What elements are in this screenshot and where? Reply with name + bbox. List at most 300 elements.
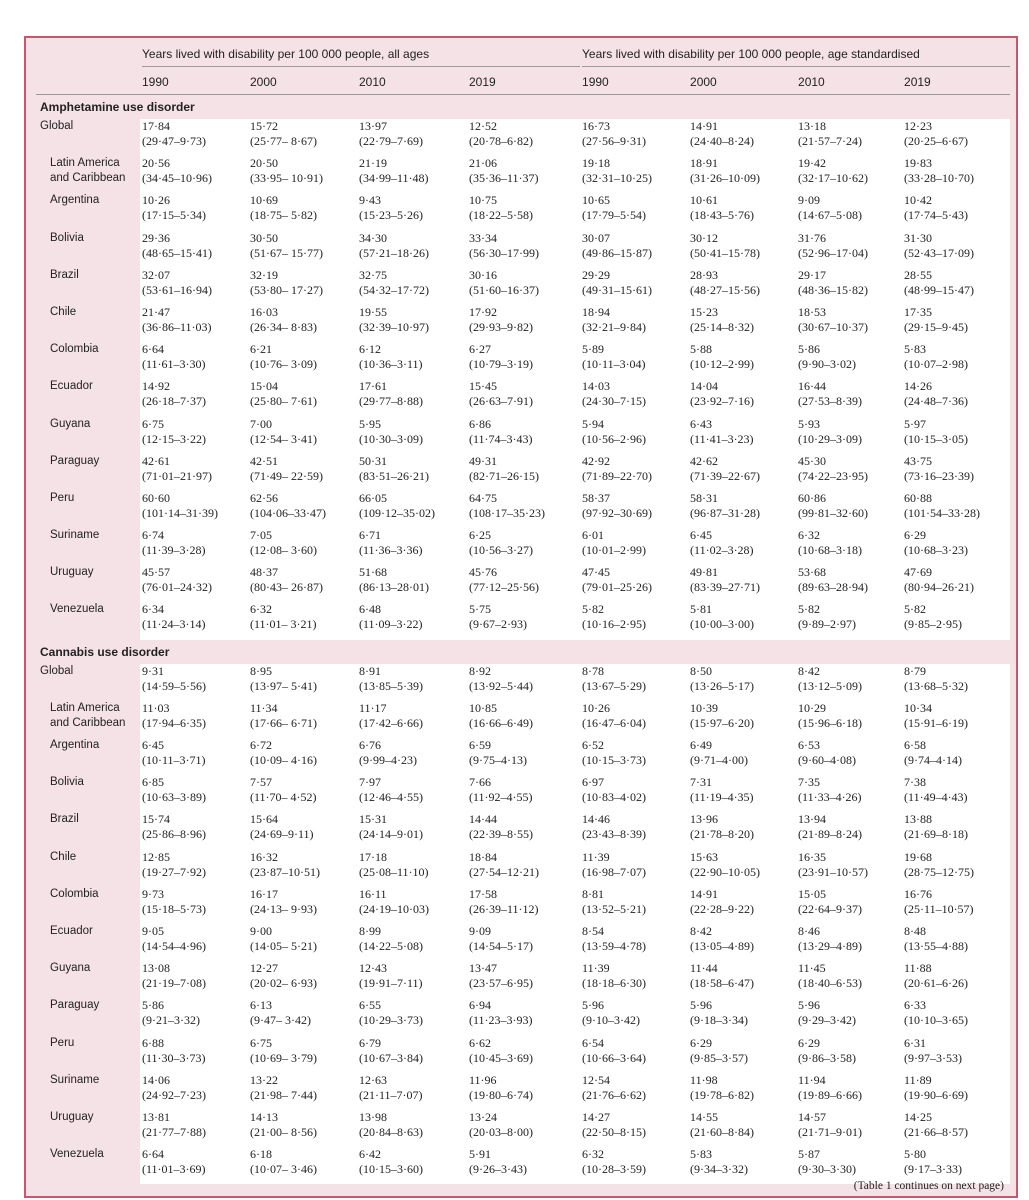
uncertainty-interval: (31·26–10·09) bbox=[690, 171, 760, 186]
location-name: Global bbox=[36, 664, 140, 701]
estimate-value: 6·75 bbox=[250, 1035, 272, 1050]
table-row bbox=[36, 664, 1010, 701]
estimate-value: 10·39 bbox=[690, 700, 719, 715]
table-row bbox=[36, 454, 1010, 491]
estimate-value: 16·11 bbox=[359, 886, 387, 901]
estimate-value: 10·85 bbox=[469, 700, 497, 715]
value-cell bbox=[796, 268, 902, 305]
value-cell bbox=[688, 961, 796, 998]
value-cell bbox=[467, 1110, 580, 1147]
estimate-value: 13·98 bbox=[359, 1109, 387, 1124]
uncertainty-interval: (18·58–6·47) bbox=[690, 976, 754, 991]
value-cell bbox=[140, 305, 248, 342]
table-row bbox=[36, 738, 1010, 775]
uncertainty-interval: (18·75– 5·82) bbox=[250, 208, 317, 223]
header-corner-years bbox=[36, 70, 140, 95]
uncertainty-interval: (10·29–3·73) bbox=[359, 1013, 423, 1028]
estimate-value: 10·69 bbox=[250, 193, 278, 208]
estimate-value: 30·16 bbox=[469, 267, 497, 282]
uncertainty-interval: (80·94–26·21) bbox=[904, 580, 974, 595]
estimate-value: 14·25 bbox=[904, 1109, 933, 1124]
uncertainty-interval: (13·12–5·09) bbox=[798, 678, 862, 693]
estimate-value: 6·49 bbox=[690, 738, 713, 752]
estimate-value: 17·35 bbox=[904, 304, 933, 319]
value-cell bbox=[357, 528, 467, 565]
value-cell bbox=[796, 565, 902, 602]
value-cell bbox=[467, 1036, 580, 1073]
value-cell bbox=[248, 602, 357, 639]
estimate-value: 6·76 bbox=[359, 738, 381, 752]
uncertainty-interval: (24·30–7·15) bbox=[582, 394, 646, 409]
uncertainty-interval: (11·70– 4·52) bbox=[250, 790, 317, 805]
estimate-value: 15·04 bbox=[250, 379, 278, 394]
uncertainty-interval: (10·07–2·98) bbox=[904, 357, 968, 372]
uncertainty-interval: (10·45–3·69) bbox=[469, 1050, 533, 1065]
value-cell bbox=[357, 602, 467, 639]
estimate-value: 11·34 bbox=[250, 700, 278, 715]
year-header: 2010 bbox=[357, 70, 467, 95]
uncertainty-interval: (9·67–2·93) bbox=[469, 617, 527, 632]
value-cell bbox=[140, 491, 248, 528]
header-group-age-standardised: Years lived with disability per 100 000 people, age standardised bbox=[580, 44, 1010, 70]
uncertainty-interval: (23·87–10·51) bbox=[250, 864, 320, 879]
estimate-value: 21·19 bbox=[359, 156, 387, 171]
uncertainty-interval: (24·13– 9·93) bbox=[250, 901, 317, 916]
uncertainty-interval: (17·94–6·35) bbox=[142, 715, 206, 730]
uncertainty-interval: (23·92–7·16) bbox=[690, 394, 754, 409]
uncertainty-interval: (10·10–3·65) bbox=[904, 1013, 968, 1028]
table-row bbox=[36, 961, 1010, 998]
estimate-value: 6·58 bbox=[904, 738, 927, 752]
estimate-value: 6·52 bbox=[582, 738, 605, 752]
uncertainty-interval: (10·11–3·71) bbox=[142, 753, 206, 767]
estimate-value: 6·29 bbox=[798, 1035, 821, 1050]
uncertainty-interval: (86·13–28·01) bbox=[359, 580, 429, 595]
value-cell bbox=[140, 924, 248, 961]
uncertainty-interval: (10·83–4·02) bbox=[582, 790, 646, 805]
value-cell bbox=[140, 342, 248, 379]
uncertainty-interval: (20·61–6·26) bbox=[904, 976, 968, 991]
estimate-value: 7·31 bbox=[690, 775, 713, 790]
location-name: Brazil bbox=[36, 268, 140, 305]
estimate-value: 6·86 bbox=[469, 416, 491, 431]
uncertainty-interval: (56·30–17·99) bbox=[469, 245, 539, 260]
value-cell bbox=[688, 1036, 796, 1073]
value-cell bbox=[902, 379, 1010, 416]
estimate-value: 28·55 bbox=[904, 267, 933, 282]
value-cell bbox=[140, 664, 248, 701]
estimate-value: 19·55 bbox=[359, 304, 387, 319]
uncertainty-interval: (89·63–28·94) bbox=[798, 580, 868, 595]
value-cell bbox=[796, 417, 902, 454]
uncertainty-interval: (13·92–5·44) bbox=[469, 678, 533, 693]
estimate-value: 14·03 bbox=[582, 379, 611, 394]
estimate-value: 12·63 bbox=[359, 1072, 387, 1087]
uncertainty-interval: (23·57–6·95) bbox=[469, 976, 533, 991]
estimate-value: 6·32 bbox=[798, 528, 821, 543]
table-row bbox=[36, 119, 1010, 156]
value-cell bbox=[357, 775, 467, 812]
uncertainty-interval: (24·19–10·03) bbox=[359, 901, 429, 916]
uncertainty-interval: (17·15–5·34) bbox=[142, 208, 206, 223]
value-cell bbox=[796, 664, 902, 701]
table-row bbox=[36, 701, 1010, 738]
uncertainty-interval: (10·79–3·19) bbox=[469, 357, 533, 372]
value-cell bbox=[357, 961, 467, 998]
value-cell bbox=[467, 850, 580, 887]
table-row bbox=[36, 565, 1010, 602]
estimate-value: 13·22 bbox=[250, 1072, 278, 1087]
value-cell bbox=[902, 1110, 1010, 1147]
uncertainty-interval: (108·17–35·23) bbox=[469, 505, 545, 520]
value-cell bbox=[357, 268, 467, 305]
value-cell bbox=[688, 305, 796, 342]
value-cell bbox=[357, 1073, 467, 1110]
estimate-value: 16·32 bbox=[250, 849, 278, 864]
value-cell bbox=[580, 738, 688, 775]
estimate-value: 7·38 bbox=[904, 775, 927, 790]
estimate-value: 18·94 bbox=[582, 304, 611, 319]
estimate-value: 7·57 bbox=[250, 775, 272, 790]
uncertainty-interval: (17·66– 6·71) bbox=[250, 715, 317, 730]
value-cell bbox=[357, 664, 467, 701]
location-name: Peru bbox=[36, 1036, 140, 1073]
value-cell bbox=[580, 701, 688, 738]
uncertainty-interval: (10·12–2·99) bbox=[690, 357, 754, 372]
estimate-value: 5·89 bbox=[582, 342, 605, 357]
value-cell bbox=[796, 454, 902, 491]
uncertainty-interval: (17·74–5·43) bbox=[904, 208, 968, 223]
uncertainty-interval: (96·87–31·28) bbox=[690, 505, 760, 520]
table-row bbox=[36, 491, 1010, 528]
estimate-value: 48·37 bbox=[250, 565, 278, 580]
value-cell bbox=[357, 454, 467, 491]
value-cell bbox=[902, 924, 1010, 961]
estimate-value: 5·81 bbox=[690, 602, 713, 617]
value-cell bbox=[796, 1110, 902, 1147]
uncertainty-interval: (52·43–17·09) bbox=[904, 245, 974, 260]
estimate-value: 30·07 bbox=[582, 230, 611, 245]
table-row bbox=[36, 1110, 1010, 1147]
value-cell bbox=[140, 1147, 248, 1184]
value-cell bbox=[140, 119, 248, 156]
estimate-value: 18·84 bbox=[469, 849, 497, 864]
uncertainty-interval: (10·16–2·95) bbox=[582, 617, 646, 632]
uncertainty-interval: (19·80–6·74) bbox=[469, 1087, 533, 1102]
value-cell bbox=[688, 664, 796, 701]
uncertainty-interval: (10·66–3·64) bbox=[582, 1050, 646, 1065]
value-cell bbox=[902, 417, 1010, 454]
value-cell bbox=[248, 1036, 357, 1073]
estimate-value: 6·12 bbox=[359, 342, 381, 357]
uncertainty-interval: (99·81–32·60) bbox=[798, 505, 868, 520]
uncertainty-interval: (30·67–10·37) bbox=[798, 319, 868, 334]
value-cell bbox=[248, 528, 357, 565]
estimate-value: 16·17 bbox=[250, 886, 278, 901]
uncertainty-interval: (14·67–5·08) bbox=[798, 208, 862, 223]
estimate-value: 60·88 bbox=[904, 490, 933, 505]
value-cell bbox=[902, 961, 1010, 998]
location-name: Colombia bbox=[36, 342, 140, 379]
value-cell bbox=[902, 850, 1010, 887]
value-cell bbox=[580, 812, 688, 849]
uncertainty-interval: (19·89–6·66) bbox=[798, 1087, 862, 1102]
estimate-value: 31·30 bbox=[904, 230, 933, 245]
location-name: Suriname bbox=[36, 528, 140, 565]
location-name: Guyana bbox=[36, 961, 140, 998]
value-cell bbox=[357, 1147, 467, 1184]
uncertainty-interval: (28·75–12·75) bbox=[904, 864, 974, 879]
uncertainty-interval: (27·56–9·31) bbox=[582, 134, 646, 148]
estimate-value: 15·72 bbox=[250, 119, 278, 133]
estimate-value: 14·46 bbox=[582, 812, 611, 827]
uncertainty-interval: (11·19–4·35) bbox=[690, 790, 754, 805]
estimate-value: 7·05 bbox=[250, 528, 272, 543]
value-cell bbox=[248, 998, 357, 1035]
value-cell bbox=[467, 305, 580, 342]
estimate-value: 8·54 bbox=[582, 923, 605, 938]
value-cell bbox=[902, 156, 1010, 193]
uncertainty-interval: (19·27–7·92) bbox=[142, 864, 206, 879]
uncertainty-interval: (10·09– 4·16) bbox=[250, 753, 317, 767]
table-row bbox=[36, 417, 1010, 454]
table-row bbox=[36, 998, 1010, 1035]
value-cell bbox=[467, 664, 580, 701]
uncertainty-interval: (32·31–10·25) bbox=[582, 171, 652, 186]
estimate-value: 19·68 bbox=[904, 849, 933, 864]
estimate-value: 6·54 bbox=[582, 1035, 605, 1050]
estimate-value: 13·47 bbox=[469, 961, 497, 976]
uncertainty-interval: (10·56–2·96) bbox=[582, 431, 646, 446]
value-cell bbox=[248, 565, 357, 602]
estimate-value: 11·94 bbox=[798, 1072, 826, 1087]
value-cell bbox=[688, 738, 796, 775]
uncertainty-interval: (12·08– 3·60) bbox=[250, 543, 317, 558]
value-cell bbox=[796, 998, 902, 1035]
value-cell bbox=[902, 528, 1010, 565]
section-title: Cannabis use disorder bbox=[40, 644, 170, 659]
estimate-value: 15·31 bbox=[359, 812, 387, 827]
uncertainty-interval: (13·67–5·29) bbox=[582, 678, 646, 693]
estimate-value: 8·50 bbox=[690, 663, 713, 678]
uncertainty-interval: (14·54–5·17) bbox=[469, 938, 533, 953]
table-row bbox=[36, 193, 1010, 230]
estimate-value: 32·19 bbox=[250, 267, 278, 282]
uncertainty-interval: (9·26–3·43) bbox=[469, 1162, 527, 1177]
value-cell bbox=[248, 417, 357, 454]
value-cell bbox=[796, 738, 902, 775]
value-cell bbox=[902, 454, 1010, 491]
estimate-value: 14·55 bbox=[690, 1109, 719, 1124]
uncertainty-interval: (11·09–3·22) bbox=[359, 617, 423, 632]
value-cell bbox=[902, 701, 1010, 738]
estimate-value: 11·88 bbox=[904, 961, 932, 976]
value-cell bbox=[248, 231, 357, 268]
uncertainty-interval: (11·41–3·23) bbox=[690, 431, 754, 446]
uncertainty-interval: (22·39–8·55) bbox=[469, 827, 533, 842]
value-cell bbox=[248, 156, 357, 193]
estimate-value: 6·79 bbox=[359, 1035, 381, 1050]
estimate-value: 6·18 bbox=[250, 1147, 272, 1162]
value-cell bbox=[688, 1147, 796, 1184]
estimate-value: 6·27 bbox=[469, 342, 491, 357]
year-header: 1990 bbox=[140, 70, 248, 95]
value-cell bbox=[467, 528, 580, 565]
uncertainty-interval: (83·51–26·21) bbox=[359, 468, 429, 483]
uncertainty-interval: (9·60–4·08) bbox=[798, 753, 856, 767]
estimate-value: 19·18 bbox=[582, 156, 611, 171]
location-name: Bolivia bbox=[36, 231, 140, 268]
estimate-value: 5·94 bbox=[582, 416, 605, 431]
uncertainty-interval: (20·03–8·00) bbox=[469, 1124, 533, 1139]
table-row bbox=[36, 156, 1010, 193]
table-row bbox=[36, 1073, 1010, 1110]
value-cell bbox=[902, 305, 1010, 342]
uncertainty-interval: (18·40–6·53) bbox=[798, 976, 862, 991]
estimate-value: 13·81 bbox=[142, 1109, 170, 1124]
value-cell bbox=[467, 961, 580, 998]
value-cell bbox=[467, 565, 580, 602]
value-cell bbox=[467, 812, 580, 849]
uncertainty-interval: (9·75–4·13) bbox=[469, 753, 527, 767]
value-cell bbox=[796, 701, 902, 738]
estimate-value: 6·33 bbox=[904, 998, 927, 1013]
uncertainty-interval: (13·55–4·88) bbox=[904, 938, 968, 953]
value-cell bbox=[902, 119, 1010, 156]
value-cell bbox=[248, 850, 357, 887]
uncertainty-interval: (12·15–3·22) bbox=[142, 431, 206, 446]
value-cell bbox=[580, 1110, 688, 1147]
uncertainty-interval: (10·15–3·60) bbox=[359, 1162, 423, 1177]
value-cell bbox=[688, 812, 796, 849]
uncertainty-interval: (11·24–3·14) bbox=[142, 617, 206, 632]
uncertainty-interval: (24·92–7·23) bbox=[142, 1087, 206, 1102]
estimate-value: 10·61 bbox=[690, 193, 719, 208]
uncertainty-interval: (20·78–6·82) bbox=[469, 134, 533, 148]
location-name: Latin America and Caribbean bbox=[36, 156, 140, 193]
value-cell bbox=[140, 961, 248, 998]
uncertainty-interval: (15·97–6·20) bbox=[690, 715, 754, 730]
value-cell bbox=[902, 1073, 1010, 1110]
uncertainty-interval: (101·54–33·28) bbox=[904, 505, 980, 520]
estimate-value: 16·35 bbox=[798, 849, 827, 864]
estimate-value: 11·96 bbox=[469, 1072, 497, 1087]
uncertainty-interval: (48·27–15·56) bbox=[690, 282, 760, 297]
uncertainty-interval: (29·93–9·82) bbox=[469, 319, 533, 334]
value-cell bbox=[796, 1147, 902, 1184]
estimate-value: 17·58 bbox=[469, 886, 497, 901]
uncertainty-interval: (20·02– 6·93) bbox=[250, 976, 317, 991]
estimate-value: 11·44 bbox=[690, 961, 718, 976]
uncertainty-interval: (13·85–5·39) bbox=[359, 678, 423, 693]
uncertainty-interval: (22·90–10·05) bbox=[690, 864, 760, 879]
uncertainty-interval: (29·47–9·73) bbox=[142, 134, 206, 148]
uncertainty-interval: (25·08–11·10) bbox=[359, 864, 429, 879]
value-cell bbox=[140, 738, 248, 775]
value-cell bbox=[248, 1147, 357, 1184]
value-cell bbox=[357, 1110, 467, 1147]
estimate-value: 8·42 bbox=[690, 923, 713, 938]
value-cell bbox=[248, 379, 357, 416]
estimate-value: 62·56 bbox=[250, 490, 278, 505]
estimate-value: 12·23 bbox=[904, 119, 933, 133]
value-cell bbox=[248, 193, 357, 230]
estimate-value: 58·37 bbox=[582, 490, 611, 505]
uncertainty-interval: (13·52–5·21) bbox=[582, 901, 646, 916]
uncertainty-interval: (9·97–3·53) bbox=[904, 1050, 962, 1065]
uncertainty-interval: (101·14–31·39) bbox=[142, 505, 218, 520]
uncertainty-interval: (25·86–8·96) bbox=[142, 827, 206, 842]
value-cell bbox=[357, 379, 467, 416]
uncertainty-interval: (23·43–8·39) bbox=[582, 827, 646, 842]
value-cell bbox=[140, 268, 248, 305]
value-cell bbox=[902, 268, 1010, 305]
estimate-value: 8·92 bbox=[469, 663, 491, 678]
section-cannabis bbox=[36, 640, 1010, 1185]
value-cell bbox=[688, 231, 796, 268]
uncertainty-interval: (11·30–3·73) bbox=[142, 1050, 206, 1065]
value-cell bbox=[580, 1073, 688, 1110]
value-cell bbox=[688, 119, 796, 156]
uncertainty-interval: (12·46–4·55) bbox=[359, 790, 423, 805]
estimate-value: 5·97 bbox=[904, 416, 927, 431]
estimate-value: 47·45 bbox=[582, 565, 611, 580]
value-cell bbox=[140, 156, 248, 193]
estimate-value: 14·26 bbox=[904, 379, 933, 394]
estimate-value: 5·87 bbox=[798, 1147, 821, 1162]
uncertainty-interval: (24·69–9·11) bbox=[250, 827, 314, 842]
table-row bbox=[36, 342, 1010, 379]
value-cell bbox=[796, 850, 902, 887]
location-name: Ecuador bbox=[36, 379, 140, 416]
estimate-value: 10·42 bbox=[904, 193, 933, 208]
year-header: 2000 bbox=[688, 70, 796, 95]
value-cell bbox=[467, 156, 580, 193]
table-row bbox=[36, 305, 1010, 342]
table-row bbox=[36, 887, 1010, 924]
value-cell bbox=[467, 998, 580, 1035]
estimate-value: 11·45 bbox=[798, 961, 826, 976]
uncertainty-interval: (48·36–15·82) bbox=[798, 282, 868, 297]
estimate-value: 8·46 bbox=[798, 923, 821, 938]
uncertainty-interval: (57·21–18·26) bbox=[359, 245, 429, 260]
uncertainty-interval: (13·59–4·78) bbox=[582, 938, 646, 953]
value-cell bbox=[580, 119, 688, 156]
value-cell bbox=[688, 379, 796, 416]
value-cell bbox=[688, 701, 796, 738]
estimate-value: 6·97 bbox=[582, 775, 605, 790]
location-name: Venezuela bbox=[36, 602, 140, 639]
uncertainty-interval: (21·78–8·20) bbox=[690, 827, 754, 842]
estimate-value: 9·43 bbox=[359, 193, 381, 208]
estimate-value: 32·75 bbox=[359, 267, 387, 282]
estimate-value: 45·76 bbox=[469, 565, 497, 580]
value-cell bbox=[467, 119, 580, 156]
uncertainty-interval: (48·99–15·47) bbox=[904, 282, 974, 297]
estimate-value: 6·75 bbox=[142, 416, 164, 431]
estimate-value: 6·53 bbox=[798, 738, 821, 752]
estimate-value: 29·29 bbox=[582, 267, 611, 282]
estimate-value: 21·47 bbox=[142, 304, 170, 319]
value-cell bbox=[357, 193, 467, 230]
value-cell bbox=[580, 231, 688, 268]
value-cell bbox=[796, 1036, 902, 1073]
estimate-value: 51·68 bbox=[359, 565, 387, 580]
value-cell bbox=[688, 342, 796, 379]
value-cell bbox=[248, 738, 357, 775]
uncertainty-interval: (11·39–3·28) bbox=[142, 543, 206, 558]
value-cell bbox=[688, 850, 796, 887]
